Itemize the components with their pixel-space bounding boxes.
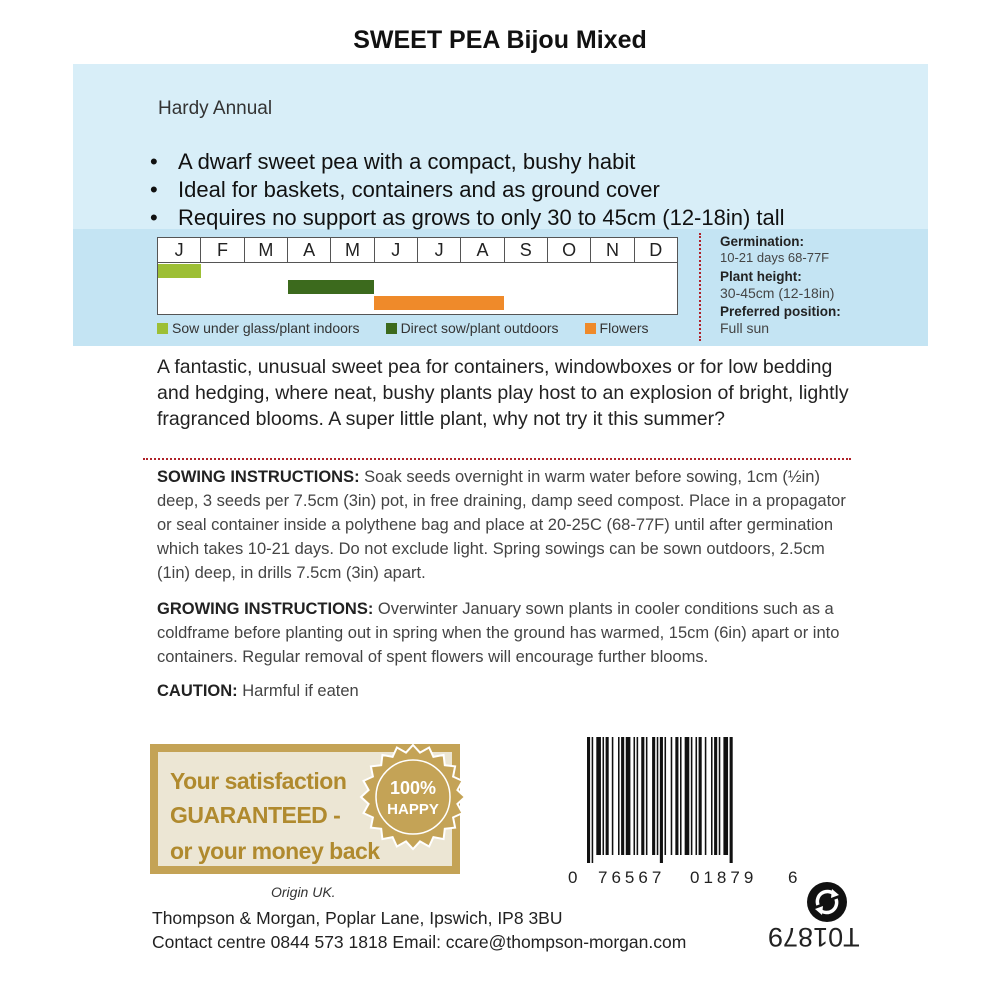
germination-value: 10-21 days 68-77F: [720, 250, 830, 265]
feature-item: • A dwarf sweet pea with a compact, bushy habit: [150, 149, 636, 174]
contact-info: Contact centre 0844 573 1818 Email: ccare@thompson-morgan.com: [152, 932, 687, 952]
position-value: Full sun: [720, 320, 770, 336]
recycle-icon: [806, 881, 848, 923]
month-cell: A: [461, 238, 504, 262]
legend-direct-sow: Direct sow/plant outdoors: [386, 320, 559, 336]
guarantee-line-3: or your money back: [170, 838, 380, 864]
section-divider: [143, 458, 851, 460]
bullet-icon: •: [150, 149, 158, 174]
bullet-icon: •: [150, 177, 158, 202]
height-value: 30-45cm (12-18in): [720, 285, 835, 301]
month-cell: A: [288, 238, 331, 262]
growing-info: [720, 233, 841, 338]
calendar-bar-direct-sow: [288, 280, 375, 294]
height-label: Plant height:: [720, 269, 802, 284]
sowing-label: SOWING INSTRUCTIONS:: [157, 468, 360, 486]
swatch-icon: [386, 323, 397, 334]
growing-instructions: GROWING INSTRUCTIONS: Overwinter January sown plants in cooler conditions such as a coldframe before planting out in spring when the ground has warmed, 15cm (6in) apart or into containers. Regular removal of spent flowers will encourage further blooms.: [157, 600, 840, 666]
month-cell: N: [591, 238, 634, 262]
guarantee-line-1: Your satisfaction: [170, 768, 347, 794]
legend-sow-indoors: Sow under glass/plant indoors: [157, 320, 360, 336]
origin-label: Origin UK.: [271, 884, 336, 900]
barcode-icon: [583, 737, 779, 863]
bullet-icon: •: [150, 205, 158, 230]
caution-label: CAUTION:: [157, 682, 238, 700]
feature-item: • Requires no support as grows to only 30 to 45cm (12-18in) tall: [150, 205, 785, 230]
swatch-icon: [157, 323, 168, 334]
sowing-calendar: [157, 237, 678, 315]
product-description: A fantastic, unusual sweet pea for containers, windowboxes or for low bedding and hedging, where neat, bushy plants play host to an explosion of bright, lightly fragranced blooms. A super little plant, why not try it this summer?: [157, 356, 849, 430]
month-cell: J: [158, 238, 201, 262]
calendar-bar-flowers: [374, 296, 504, 310]
feature-item: • Ideal for baskets, containers and as ground cover: [150, 177, 660, 202]
month-cell: D: [649, 240, 663, 260]
germination-label: Germination:: [720, 234, 805, 249]
product-title: SWEET PEA Bijou Mixed: [353, 26, 647, 54]
seal-percent: 100%: [389, 778, 437, 798]
company-address: Thompson & Morgan, Poplar Lane, Ipswich, IP8 3BU: [152, 908, 563, 928]
barcode-check-digit: 6: [788, 868, 798, 887]
legend-flowers: Flowers: [585, 320, 649, 336]
swatch-icon: [585, 323, 596, 334]
month-cell: O: [548, 238, 591, 262]
calendar-legend: [157, 320, 675, 336]
month-cell: S: [505, 238, 548, 262]
calendar-bar-sow-indoors: [158, 264, 201, 278]
feature-list: [150, 148, 785, 232]
seal-happy: HAPPY: [387, 801, 439, 818]
caution-note: CAUTION: Harmful if eaten: [157, 682, 359, 700]
month-cell: J: [418, 238, 461, 262]
sowing-instructions: SOWING INSTRUCTIONS: Soak seeds overnight in warm water before sowing, 1cm (½in) deep, 3 seeds per 7.5cm (3in) pot, in free draining, damp seed compost. Place in a propagator or seal container inside a polythene bag and place at 20-25C (68-77F) until after germination which takes 10-21 days. Do not exclude light. Spring sowings can be sown outdoors, 2.5cm (1in) deep, in drills 7.5cm (3in) apart.: [157, 468, 846, 582]
info-divider: [699, 233, 701, 341]
growing-label: GROWING INSTRUCTIONS:: [157, 600, 374, 618]
month-cell: J: [375, 238, 418, 262]
barcode-digits-left: 76567: [598, 868, 666, 887]
month-header: [158, 238, 677, 263]
barcode-digit: 0: [568, 868, 578, 887]
barcode-digits-right: 01879: [690, 868, 758, 887]
guarantee-line-2: GUARANTEED -: [170, 802, 341, 828]
product-code: T01879: [768, 922, 860, 952]
month-cell: M: [245, 238, 288, 262]
month-cell: M: [331, 238, 374, 262]
position-label: Preferred position:: [720, 304, 841, 319]
month-cell: F: [201, 238, 244, 262]
plant-type: Hardy Annual: [158, 98, 273, 119]
happy-seal-icon: [358, 742, 468, 852]
